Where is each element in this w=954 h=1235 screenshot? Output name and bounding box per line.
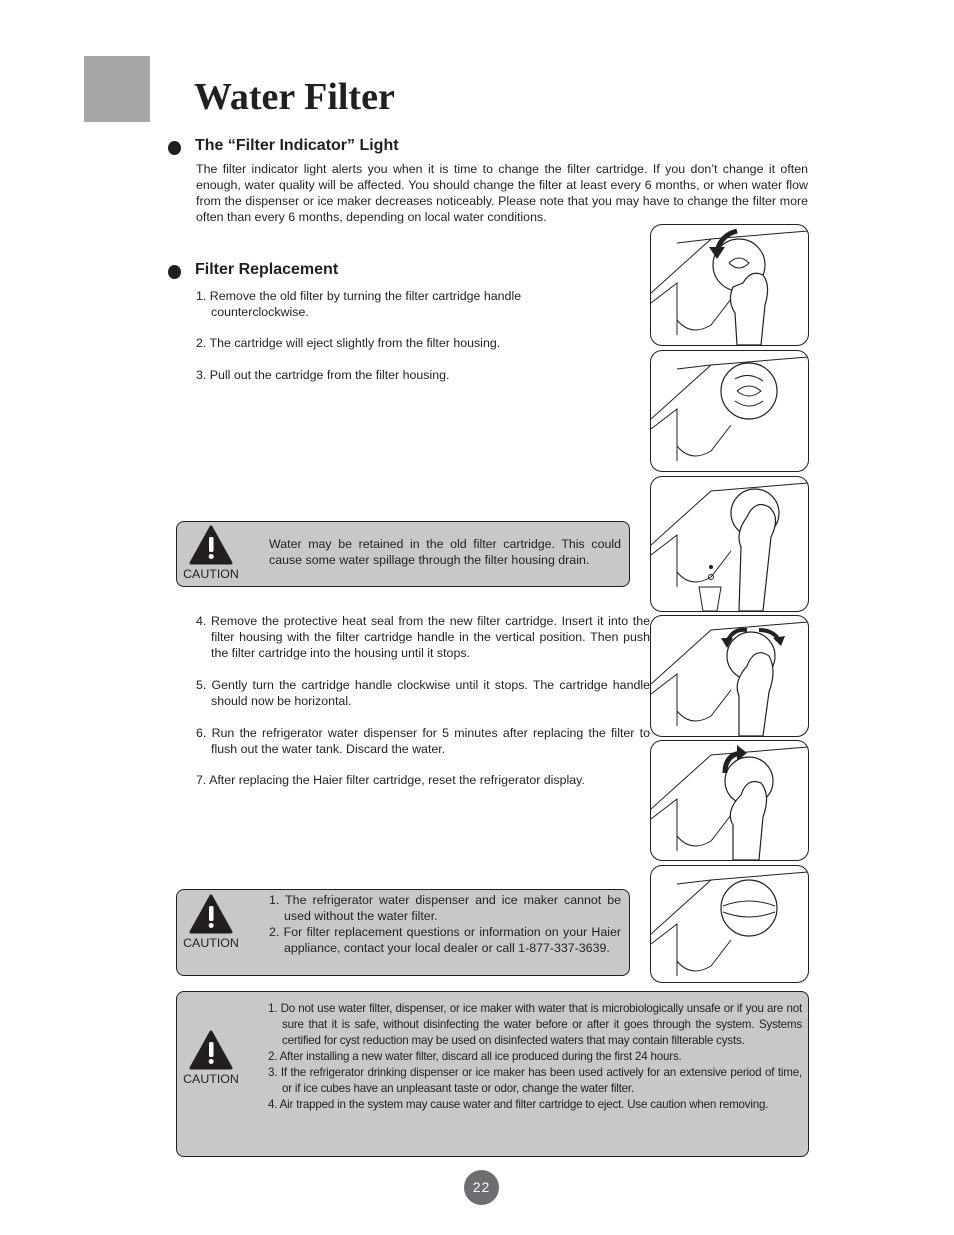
caution-box-1 (176, 521, 630, 587)
caution-item: 1. Do not use water filter, dispenser, or ice maker with water that is microbiologically unsafe or if you are not sure that it is safe, without disinfecting the water before or after it goes through the system. Systems certified for cyst reduction may be used on disinfected waters that may contain filterable cysts. (268, 1002, 802, 1047)
step-item: 1. Remove the old filter by turning the filter cartridge handle counterclockwise. (196, 289, 522, 319)
filter-ejected-illustration (651, 351, 808, 471)
illustration-step-1 (650, 224, 809, 346)
illustration-step-3 (650, 476, 809, 612)
caution-item: 3. If the refrigerator drinking dispenser or ice maker has been used actively for an extensive period of time, or if ice cubes have an unpleasant taste or odor, change the water filter. (268, 1066, 802, 1095)
caution-badge (181, 894, 241, 950)
caution-item: 2. For filter replacement questions or information on your Haier appliance, contact your local dealer or call 1-877-337-3639. (269, 925, 621, 955)
step-item: 3. Pull out the cartridge from the filter housing. (196, 368, 450, 382)
caution-box-2 (176, 889, 630, 976)
bullet-icon (168, 141, 181, 155)
page-number-badge: 22 (464, 1170, 499, 1205)
filter-insert-illustration (651, 616, 808, 736)
illustration-step-2 (650, 350, 809, 472)
filter-turn-cw-illustration (651, 741, 808, 860)
step-item: 4. Remove the protective heat seal from the new filter cartridge. Insert it into the filter housing with the filter cartridge handle in the vertical position. Then push the filter cartridge into the housing until it stops. (196, 614, 650, 660)
step-item: 7. After replacing the Haier filter cartridge, reset the refrigerator display. (196, 773, 585, 787)
section-tab (84, 56, 150, 122)
illustration-step-5 (650, 740, 809, 861)
caution-label: CAUTION (183, 1072, 239, 1086)
caution-list (268, 1001, 802, 1113)
bullet-icon (168, 265, 181, 279)
caution-list (269, 892, 621, 956)
caution-badge (181, 1030, 241, 1086)
caution-item: 4. Air trapped in the system may cause water and filter cartridge to eject. Use caution when removing. (268, 1098, 769, 1111)
warning-icon (189, 894, 233, 934)
warning-icon (189, 1030, 233, 1070)
caution-text: Water may be retained in the old filter cartridge. This could cause some water spillage through the filter housing drain. (269, 537, 621, 567)
step-item: 2. The cartridge will eject slightly from the filter housing. (196, 336, 501, 350)
warning-icon (189, 525, 233, 565)
indicator-heading: The “Filter Indicator” Light (195, 137, 399, 154)
illustration-step-6 (650, 865, 809, 983)
illustration-step-4 (650, 615, 809, 737)
caution-item: 1. The refrigerator water dispenser and ice maker cannot be used without the water filter. (269, 893, 621, 923)
filter-turn-ccw-illustration (651, 225, 808, 345)
filter-installed-illustration (651, 866, 808, 982)
caution-item: 2. After installing a new water filter, discard all ice produced during the first 24 hours. (268, 1050, 682, 1063)
caution-box-3 (176, 991, 809, 1157)
step-item: 5. Gently turn the cartridge handle clockwise until it stops. The cartridge handle should now be horizontal. (196, 678, 650, 708)
caution-label: CAUTION (183, 567, 239, 581)
step-item: 6. Run the refrigerator water dispenser for 5 minutes after replacing the filter to flush out the water tank. Discard the water. (196, 726, 650, 756)
filter-pull-out-illustration (651, 477, 808, 611)
page-title: Water Filter (194, 76, 395, 118)
indicator-paragraph: The filter indicator light alerts you when it is time to change the filter cartridge. If you don’t change it often enough, water quality will be affected. You should change the filter at least every 6 months, or when water flow from the dispenser or ice maker decreases noticeably. Please note that you may have to change the filter more often than every 6 months, depending on local water conditions. (196, 162, 808, 224)
replacement-heading: Filter Replacement (195, 261, 339, 278)
caution-badge (181, 525, 241, 581)
caution-label: CAUTION (183, 936, 239, 950)
